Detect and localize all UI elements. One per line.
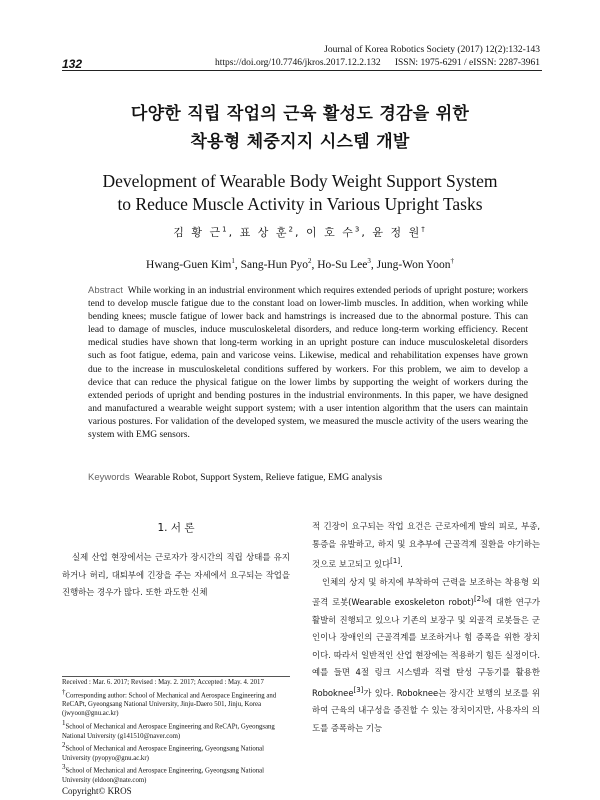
author-en-2-mark: 2 [307,257,312,265]
footnote-1-text: School of Mechanical and Aerospace Engineering and ReCAPt, Gyeongsang National University (g141510@naver.com) [62,723,275,740]
footnote-3 [62,763,290,785]
footnote-3-mark: 3 [62,763,66,772]
keywords-label: Keywords [88,472,130,483]
citation-3[interactable]: [3] [353,685,364,694]
journal-citation: Journal of Korea Robotics Society (2017) 12(2):132-143 [324,45,540,55]
right-paragraph-1 [312,518,540,574]
right-p2-text-b: 에 대한 연구가 활발히 진행되고 있으나 기존의 보장구 및 외골격 로봇들은 군인이나 장애인의 근골격계를 보조하거나 힘 증폭을 위한 장치이다. 따라서 일반적인 산업 현장에는 적용하기 힘든 실정이다. 예를 들면 4절 링크 시스템과 직렬 탄성 구동기를 활용한 Roboknee [312,596,540,698]
author-ko-2-mark: 2 [288,225,295,234]
footnote-corresponding [62,688,290,719]
authors-english: Hwang-Guen Kim$^1$, Sang-Hun Pyo$^2$, Ho-Su Lee$^3$, Jung-Won Yoon† [146,257,454,271]
footnote-received: Received : Mar. 6. 2017; Revised : May. 2. 2017; Accepted : May. 4. 2017 [62,679,264,686]
copyright: Copyright© KROS [62,786,132,796]
footnote-rule [62,676,290,677]
footnote-dagger: † [62,687,66,696]
page-number: 132 [62,57,83,71]
author-en-1: Hwang-Guen Kim [146,258,232,271]
author-ko-2: 표 상 훈 [239,226,289,239]
author-ko-3-mark: 3 [354,225,362,234]
author-en-4: Jung-Won Yoon [376,258,451,271]
author-ko-4: 윤 정 원 [372,226,422,239]
title-english [0,170,600,216]
keywords [88,472,528,483]
issn: ISSN: 1975-6291 / eISSN: 2287-3961 [394,58,540,68]
title-english-line1: Development of Wearable Body Weight Support System [102,171,498,191]
author-en-4-mark: † [450,257,454,265]
author-ko-1: 김 황 근 [173,226,223,239]
footnotes [62,678,290,786]
section-title-introduction: 1. 서 론 [157,522,195,534]
authors-korean: 김 황 근$^1$, 표 상 훈$^2$, 이 호 수$^3$, 윤 정 원† [173,225,427,239]
author-en-1-mark: 1 [231,257,235,265]
footnote-corresponding-text: Corresponding author: School of Mechanical and Aerospace Engineering and ReCAPt, Gyeongsang National University, Jinju-Daero 501, Jinju, Korea (jwyoon@gnu.ac.kr) [62,691,277,718]
journal-header [215,44,540,70]
right-column [312,518,540,738]
author-ko-3: 이 호 수 [305,226,355,239]
doi-link[interactable]: https://doi.org/10.7746/jkros.2017.12.2.132 [215,58,381,68]
right-p1-text: 적 긴장이 요구되는 작업 요건은 근로자에게 발의 피로, 부종, 통증을 유발하고, 하지 및 요추부에 근골격계 질환을 야기하는 것으로 보고되고 있다 [312,521,540,569]
citation-2[interactable]: [2] [473,595,484,604]
footnote-1 [62,719,290,741]
title-korean-line1: 다양한 직립 작업의 근육 활성도 경감을 위한 [130,104,470,124]
author-en-2: Sang-Hun Pyo [240,258,308,271]
intro-paragraph: 실제 산업 현장에서는 근로자가 장시간의 직립 상태를 유지하거나 허리, 대퇴부에 긴장을 주는 자세에서 요구되는 작업을 진행하는 경우가 많다. 또한 과도한 신체 [62,552,290,598]
author-en-3: Ho-Su Lee [317,258,368,271]
footnote-3-text: School of Mechanical and Aerospace Engineering, Gyeongsang National University (eldoon@nate.com) [62,767,265,784]
author-en-3-mark: 3 [367,257,371,265]
abstract [88,284,528,442]
footnote-2-mark: 2 [62,741,66,750]
abstract-label: Abstract [88,285,123,296]
keywords-text: Wearable Robot, Support System, Relieve fatigue, EMG analysis [134,473,383,483]
abstract-text: While working in an industrial environment which requires extended periods of upright posture; workers tend to develop muscle fatigue due to the constant load on lower-limb muscles. In addition, when working while bending knees; muscle fatigue of lower back and hamstrings is increased due to the abnormal posture. This can lead to damage of muscles, induce musculoskeletal disorders, and reduce long-term working efficiency. Recent medical studies have shown that long-term working in an upright posture can induce musculoskeletal disorders such as foot fatigue, edema, pain and varicose veins. Likewise, medical and rehabilitation expenses have grown due to the increase in musculoskeletal conditions suffered by workers. For this problem, we aim to develop a device that can reduce the physical fatigue on the lower limbs by supporting the weight of workers during the extended periods of upright and bending postures in the industrial environments. In this paper, we have designed and manufactured a wearable weight support system; with a user intention algorithm that the users can maintain various postures. For validation of the developed system, we measured the muscle activity of the users wearing the system with EMG sensors. [88,286,528,441]
header-rule [62,70,542,71]
title-korean [0,100,600,156]
footnote-1-mark: 1 [62,719,66,728]
footnote-2-text: School of Mechanical and Aerospace Engineering, Gyeongsang National University (pyopyo@gnu.ac.kr) [62,745,265,762]
title-english-line2: to Reduce Muscle Activity in Various Upright Tasks [117,194,483,214]
author-ko-1-mark: 1 [222,225,229,234]
citation-1[interactable]: [1] [390,557,401,566]
right-p2-text-c: 가 있다. Roboknee는 장시간 보행의 보조를 위하여 근육의 내구성을 증진할 수 있는 장치이지만, 사용자의 의도를 증폭하는 기능 [312,687,540,733]
journal-ids [215,57,540,70]
footnote-2 [62,741,290,763]
author-ko-4-mark: † [421,225,427,234]
right-paragraph-2 [312,574,540,738]
right-p2-text-a: 인체의 상지 및 하지에 부착하여 근력을 보조하는 착용형 외골격 로봇(Wearable exoskeleton robot) [312,576,540,607]
right-p1-end: . [400,558,403,569]
title-korean-line2: 착용형 체중지지 시스템 개발 [190,132,410,152]
left-column [62,516,290,602]
